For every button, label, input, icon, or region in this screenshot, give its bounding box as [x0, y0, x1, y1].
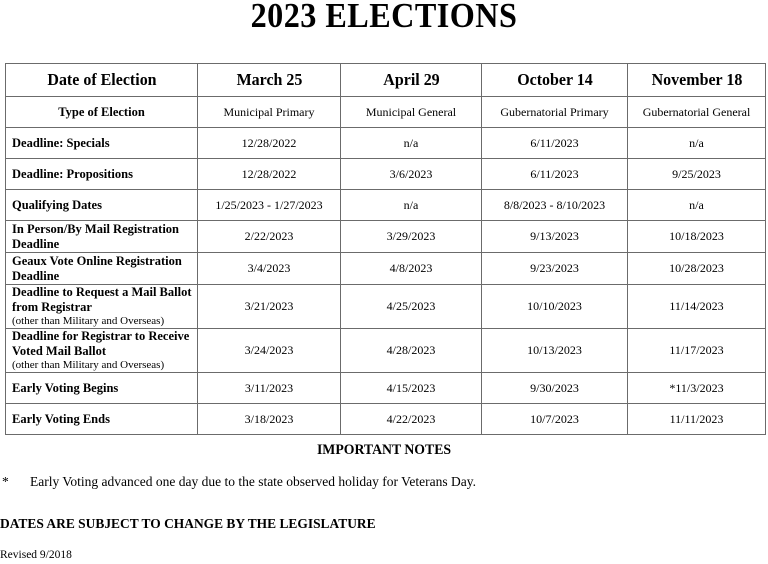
asterisk-marker: * [2, 474, 9, 489]
cell-r1-c3: 6/11/2023 [482, 159, 628, 190]
row-label-subtext: (other than Military and Overseas) [12, 315, 165, 327]
cell-r4-c1: 3/4/2023 [198, 253, 341, 285]
cell-r3-c4: 10/18/2023 [628, 221, 766, 253]
cell-r3-c1: 2/22/2023 [198, 221, 341, 253]
cell-r8-c3: 10/7/2023 [482, 404, 628, 435]
table-row [6, 128, 766, 159]
cell-r0-c4: n/a [628, 128, 766, 159]
row-label-type-of-election: Type of Election [6, 97, 198, 128]
notes-heading: IMPORTANT NOTES [316, 442, 452, 458]
row-label-qualifying-dates [6, 190, 198, 221]
table-row [6, 285, 766, 329]
cell-r8-c2: 4/22/2023 [341, 404, 482, 435]
table-row [6, 373, 766, 404]
cell-r7-c4: *11/3/2023 [628, 373, 766, 404]
cell-r6-c3: 10/13/2023 [482, 329, 628, 373]
cell-r1-c4: 9/25/2023 [628, 159, 766, 190]
table-row [6, 329, 766, 373]
cell-r4-c2: 4/8/2023 [341, 253, 482, 285]
table-row-type-of-election [6, 97, 766, 128]
cell-r2-c4: n/a [628, 190, 766, 221]
header-column-2: April 29 [345, 64, 478, 97]
row-label-in-person-mail-registration-deadline [6, 221, 198, 253]
revised-date: Revised 9/2018 [0, 549, 72, 561]
header-column-1: March 25 [202, 64, 336, 97]
row-label-text: Geaux Vote Online Registration Deadline [12, 253, 182, 283]
cell-r2-c1: 1/25/2023 - 1/27/2023 [198, 190, 341, 221]
cell-type-1: Municipal Primary [198, 97, 341, 128]
row-label-text: Early Voting Ends [12, 411, 110, 426]
row-label-deadline-specials [6, 128, 198, 159]
cell-r3-c2: 3/29/2023 [341, 221, 482, 253]
table-body [6, 64, 766, 435]
row-label-early-voting-begins [6, 373, 198, 404]
cell-type-4: Gubernatorial General [628, 97, 766, 128]
cell-type-2: Municipal General [341, 97, 482, 128]
cell-r7-c2: 4/15/2023 [341, 373, 482, 404]
row-label-early-voting-ends [6, 404, 198, 435]
table-row [6, 253, 766, 285]
cell-r1-c1: 12/28/2022 [198, 159, 341, 190]
cell-r7-c1: 3/11/2023 [198, 373, 341, 404]
note-text: Early Voting advanced one day due to the state observed holiday for Veterans Day. [30, 474, 476, 489]
cell-r1-c2: 3/6/2023 [341, 159, 482, 190]
cell-r6-c1: 3/24/2023 [198, 329, 341, 373]
row-label-subtext: (other than Military and Overseas) [12, 359, 165, 371]
cell-r8-c4: 11/11/2023 [628, 404, 766, 435]
note-veterans-day [0, 473, 768, 491]
table-row [6, 190, 766, 221]
cell-r5-c4: 11/14/2023 [628, 285, 766, 329]
row-label-text: Early Voting Begins [12, 380, 119, 395]
table-row [6, 159, 766, 190]
header-label-date-of-election: Date of Election [11, 64, 191, 97]
page-title: 2023 ELECTIONS [250, 0, 518, 35]
cell-r2-c3: 8/8/2023 - 8/10/2023 [482, 190, 628, 221]
row-label-text: Deadline for Registrar to Receive Voted Mail Ballot [12, 329, 190, 358]
cell-r5-c3: 10/10/2023 [482, 285, 628, 329]
cell-r5-c1: 3/21/2023 [198, 285, 341, 329]
row-label-deadline-propositions [6, 159, 198, 190]
table-header-row [6, 64, 766, 97]
row-label-deadline-request-mail-ballot [6, 285, 198, 329]
cell-r0-c2: n/a [341, 128, 482, 159]
cell-r8-c1: 3/18/2023 [198, 404, 341, 435]
row-label-text: Deadline to Request a Mail Ballot from Registrar [12, 285, 192, 314]
cell-r0-c3: 6/11/2023 [482, 128, 628, 159]
legislature-disclaimer: DATES ARE SUBJECT TO CHANGE BY THE LEGISLATURE [0, 517, 376, 532]
table-row [6, 404, 766, 435]
row-label-text: Qualifying Dates [12, 197, 102, 212]
row-label-geaux-vote-online-registration-deadline [6, 253, 198, 285]
row-label-deadline-registrar-receive-voted-ballot [6, 329, 198, 373]
row-label-text: Deadline: Propositions [12, 166, 133, 181]
table-row [6, 221, 766, 253]
cell-r4-c4: 10/28/2023 [628, 253, 766, 285]
cell-r7-c3: 9/30/2023 [482, 373, 628, 404]
cell-r6-c2: 4/28/2023 [341, 329, 482, 373]
row-label-text: In Person/By Mail Registration Deadline [12, 221, 180, 251]
row-label-text: Deadline: Specials [12, 135, 110, 150]
cell-type-3: Gubernatorial Primary [482, 97, 628, 128]
header-column-4: November 18 [632, 64, 762, 97]
header-column-3: October 14 [486, 64, 623, 97]
cell-r4-c3: 9/23/2023 [482, 253, 628, 285]
cell-r5-c2: 4/25/2023 [341, 285, 482, 329]
election-calendar-table [5, 63, 765, 435]
cell-r6-c4: 11/17/2023 [628, 329, 766, 373]
cell-r3-c3: 9/13/2023 [482, 221, 628, 253]
cell-r0-c1: 12/28/2022 [198, 128, 341, 159]
cell-r2-c2: n/a [341, 190, 482, 221]
important-notes-section [0, 440, 768, 533]
